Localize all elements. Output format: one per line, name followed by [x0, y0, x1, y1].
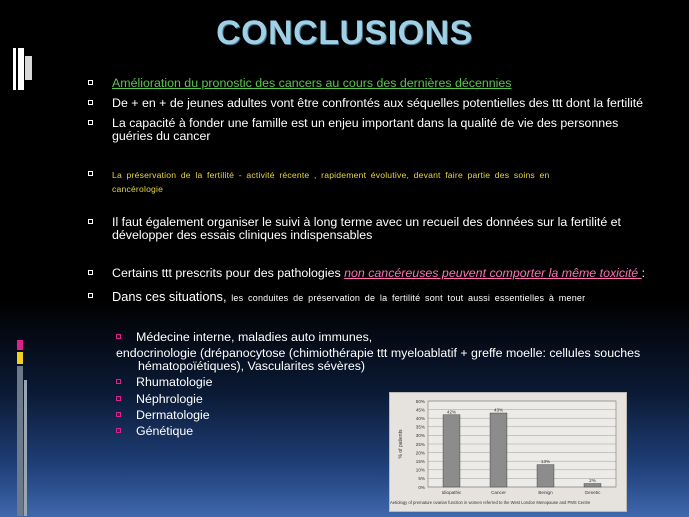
bullet-3-line1: La capacité à fonder une famille est un enjeu important dans la qualité de vie des personnes: [112, 116, 619, 130]
y-tick-label: 25%: [415, 441, 425, 447]
decor-bar: [24, 380, 27, 516]
chart-caption: Aetiology of premature ovarian function in women referred to the West London Menopause and PMS Centre: [390, 500, 591, 505]
bullet-5: [112, 216, 652, 242]
y-tick-label: 40%: [415, 416, 425, 421]
y-tick-label: 30%: [415, 433, 425, 439]
x-tick-label: Genetic: [584, 490, 601, 495]
y-tick-label: 0%: [418, 484, 425, 490]
y-axis-label: % of patients: [398, 429, 404, 459]
sub-item-medecine: [136, 331, 372, 344]
y-tick-label: 45%: [415, 407, 425, 413]
bullet-4-line2: cancérologie: [112, 184, 164, 194]
bar-value-label: 42%: [446, 409, 457, 415]
decor-bar: [25, 56, 32, 80]
sub-item-label: Néphrologie: [136, 392, 203, 406]
bullet-6: [112, 267, 652, 280]
sub-item-label: Dermatologie: [136, 408, 210, 422]
bar: [537, 465, 554, 487]
bar: [490, 413, 507, 487]
x-tick-label: Cancer: [491, 490, 506, 495]
x-tick-label: Benign: [538, 490, 553, 495]
sub-item-label: Génétique: [136, 424, 194, 438]
x-tick-label: Idiopathic: [441, 490, 462, 495]
sub-item-continuation: [116, 347, 656, 373]
sub-item-rhumatologie: [136, 376, 212, 389]
continuation-line1: endocrinologie (drépanocytose (chimiothérapie ttt myeloablatif + greffe moelle: cellules souches: [116, 346, 641, 360]
decor-bar: [13, 48, 16, 90]
bullet-2-text: De + en + de jeunes adultes vont être confrontés aux séquelles potentielles des ttt dont la fertilité: [112, 96, 644, 110]
bullet-5-line2: développer des essais cliniques indispensables: [112, 228, 373, 242]
bullet-7-small: les conduites de préservation de la fertilité sont tout aussi essentielles à mener: [226, 293, 586, 303]
bar-chart: [389, 392, 627, 512]
y-tick-label: 10%: [415, 467, 425, 473]
bar-value-label: 2%: [589, 478, 596, 484]
bullet-7: [112, 290, 652, 305]
y-tick-label: 5%: [418, 476, 425, 482]
sub-item-label: Médecine interne, maladies auto immunes,: [136, 330, 373, 344]
bullet-3-line2: guéries du cancer: [112, 129, 211, 143]
bullet-6-prefix: Certains ttt prescrits pour des pathologies: [112, 266, 345, 280]
sub-item-label: Rhumatologie: [136, 375, 213, 389]
y-tick-label: 20%: [415, 450, 425, 456]
sub-item-genetique: [136, 425, 193, 438]
bar-chart-svg: [390, 393, 626, 503]
bullet-4-line1: La préservation de la fertilité - activité récente , rapidement évolutive, devant faire partie des soins en: [112, 170, 550, 180]
sub-item-dermatologie: [136, 409, 210, 422]
y-tick-label: 35%: [415, 424, 425, 430]
y-tick-label: 15%: [415, 459, 425, 464]
continuation-line2: hématopoïétiques), Vascularites sévères): [138, 359, 366, 373]
bullet-3: [112, 117, 652, 143]
bar-value-label: 43%: [493, 407, 504, 413]
bar: [443, 415, 460, 487]
bar-value-label: 13%: [540, 459, 551, 465]
decor-bar: [18, 48, 24, 90]
bullet-6-link[interactable]: non cancéreuses peuvent comporter la même toxicité: [344, 266, 642, 280]
bullet-6-suffix: :: [641, 266, 646, 280]
decor-bar: [17, 366, 23, 516]
y-tick-label: 50%: [415, 398, 425, 404]
bullet-2: [112, 97, 652, 110]
bullet-1: [112, 77, 652, 90]
bullet-4: [112, 168, 652, 196]
decor-bar-pink: [17, 340, 23, 350]
slide-title: CONCLUSIONS: [216, 14, 473, 52]
bar: [584, 484, 601, 487]
bullet-1-link[interactable]: Amélioration du pronostic des cancers au cours des dernières décennies: [112, 76, 512, 90]
bullet-5-line1: Il faut également organiser le suivi à long terme avec un recueil des données sur la fertilité et: [112, 215, 621, 229]
sub-item-nephrologie: [136, 393, 203, 406]
bullet-7-prefix: Dans ces situations,: [112, 289, 227, 304]
decor-bar-yellow: [17, 352, 23, 364]
